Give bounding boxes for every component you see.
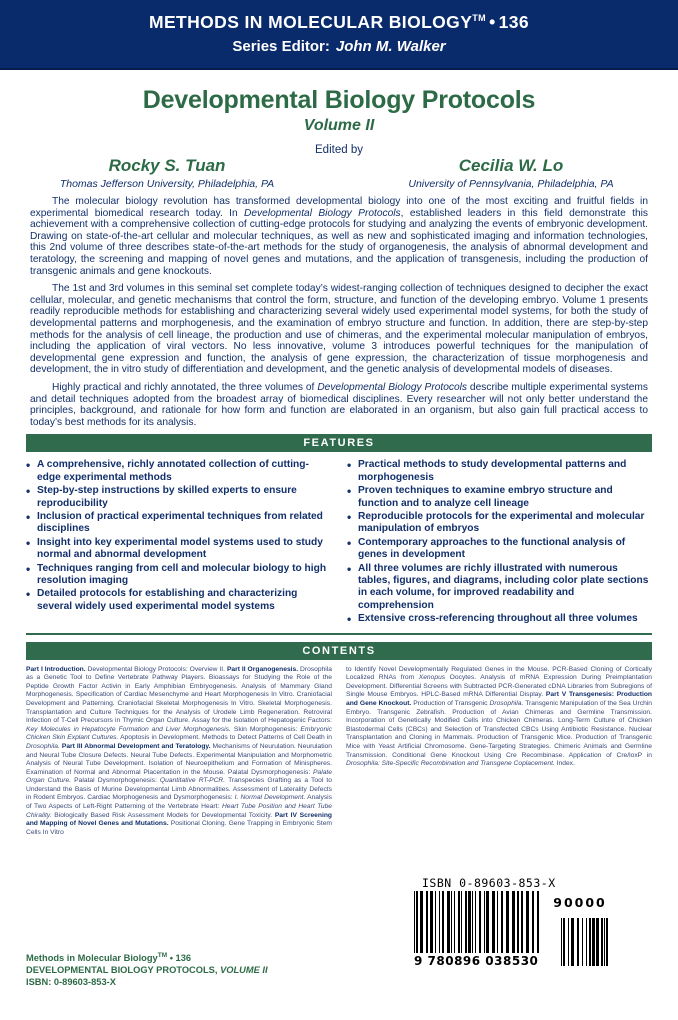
contents-italic-run: Drosophila.	[489, 699, 524, 707]
bullet-icon: •	[347, 535, 352, 550]
book-title: Developmental Biology Protocols	[142, 85, 536, 114]
contents-part-heading: Part I Introduction.	[26, 665, 86, 673]
feature-item	[26, 511, 331, 536]
imprint-book-volume: VOLUME II	[220, 965, 268, 975]
contents-text-run: Drosophila as a Genetic Tool to Define Vertebrate Pathway Players. Bioassays for Studying the Role of the Peptide Growth Factor Activin in Early Amphibian Embryogenesis. Analysis of Mammary Gland Morphogenesis. Specification of Cardiac Mesenchyme and Heart Morphogenesis In Vitro. Craniofacial Development and Patterning. Craniofacial Skeletal Morphogenesis In Vitro. Skeletal Morphogenesis. Transplantation and Culture Techniques for the Analysis of Urodele Limb Regeneration. Retroviral Infection of T-Cell Precursors in Thymic Organ Culture. Assay for the Isolation of Hepatogenic Factors:	[26, 665, 332, 725]
contents-text-run: Apoptosis in Development. Methods to Detect Patterns of Cell Death in	[118, 734, 333, 742]
contents-italic-run: Embryonic Chicken Skin Explant Cultures.	[26, 725, 333, 742]
feature-text: A comprehensive, richly annotated collection of cutting-edge experimental methods	[37, 459, 309, 483]
contents-text-run: to Identify Novel Developmentally Regulated Genes in the Mouse. PCR-Based Cloning of Cortically Localized RNAs from	[346, 665, 652, 682]
series-editor-name: John M. Walker	[335, 38, 446, 56]
bullet-icon: •	[26, 458, 31, 473]
contents-italic-run: Quantitative RT-PCR.	[159, 777, 226, 785]
editor-left	[22, 156, 312, 190]
feature-item	[347, 563, 652, 613]
feature-text: Reproducible protocols for the experimental and molecular manipulation of embryos	[358, 510, 645, 535]
bullet-icon: •	[347, 509, 352, 524]
description-blurb	[0, 190, 678, 428]
feature-text: Inclusion of practical experimental techniques from related disciplines	[37, 510, 323, 535]
contents-text-run: Developmental Biology Protocols: Overview II.	[85, 665, 227, 673]
blurb-p1-italic-title: Developmental Biology Protocols	[244, 207, 401, 219]
series-volume-number: 136	[498, 12, 529, 32]
imprint-line-2	[26, 964, 268, 976]
feature-item	[26, 563, 331, 588]
blurb-p1-part-a: The molecular biology revolution has transformed developmental biology into one of the most exciting and fruitful fields in experimental biomedical research today. In	[30, 196, 648, 219]
contents-part-heading: Part V Transgenesis: Production and Gene Knockout.	[346, 691, 653, 707]
features-column-right	[347, 459, 652, 626]
bullet-icon: •	[347, 612, 352, 627]
blurb-p3-part-a: Highly practical and richly annotated, the three volumes of	[52, 381, 318, 393]
series-editor-line	[0, 39, 678, 56]
contents-part-heading: Part IV Screening and Mapping of Novel Genes and Mutations.	[26, 811, 332, 828]
feature-item	[347, 485, 652, 510]
contents-italic-run: Xenopus	[418, 674, 446, 682]
features-band: FEATURES	[26, 434, 652, 452]
imprint-line-1	[26, 950, 268, 964]
features-section	[0, 452, 678, 632]
contents-text-run: Biologically Based Risk Assessment Models for Developmental Toxicity.	[51, 811, 275, 819]
bullet-icon: •	[347, 458, 352, 473]
contents-text-run: Skin Morphogenesis:	[230, 725, 301, 733]
feature-text: All three volumes are richly illustrated with numerous tables, figures, and diagrams, including color plate sections in each volume, for improved readability and comprehension	[358, 562, 649, 611]
feature-item	[347, 459, 652, 484]
contents-text-run: Mechanisms of Neurulation. Neurulation and Neural Tube Closure Defects. Neural Tube Defects. Experimental Manipulation and Morphometric Analysis of Neural Tube Development. Isolation of Neuroepithelium and Formation of Minispheres. Examination of Normal and Abnormal Placentation in the Mouse. Palatal Dysmorphogenesis:	[26, 742, 332, 776]
editors-row	[0, 144, 678, 190]
imprint-series: Methods in Molecular Biology	[26, 953, 158, 963]
contents-text-run: Index.	[554, 760, 575, 768]
feature-item	[26, 459, 331, 484]
series-header-band	[0, 0, 678, 70]
imprint-book-title: DEVELOPMENTAL BIOLOGY PROTOCOLS,	[26, 965, 221, 975]
feature-item	[26, 485, 331, 510]
feature-item	[347, 511, 652, 536]
series-title-line	[0, 13, 678, 32]
imprint-block	[26, 950, 268, 988]
isbn-barcode-label: ISBN 0-89603-853-X	[422, 876, 556, 890]
blurb-paragraph-1	[30, 196, 648, 277]
feature-text: Proven techniques to examine embryo structure and function and to analyze cell lineage	[358, 485, 613, 509]
bullet-icon: •	[347, 484, 352, 499]
bullet-icon: •	[347, 561, 352, 576]
blurb-paragraph-3	[30, 382, 648, 428]
features-bottom-rule	[26, 633, 652, 635]
contents-italic-run: Drosophila: Site-Specific Recombination and Transgene Coplacement.	[346, 760, 555, 768]
trademark-symbol: TM	[157, 951, 168, 959]
series-editor-label: Series Editor:	[232, 38, 330, 56]
contents-italic-run: Drosophila.	[26, 742, 60, 750]
ean13-digits: 9 780896 038530	[414, 954, 539, 968]
contents-text-run: Analysis of Two Aspects of Left-Right Patterning of the Vertebrate Heart:	[26, 794, 333, 811]
feature-text: Practical methods to study developmental patterns and morphogenesis	[358, 459, 627, 483]
feature-item	[347, 613, 652, 625]
contents-italic-run: Heart Tube Position and Heart Tube Chirality.	[26, 803, 333, 819]
contents-part-heading: Part III Abnormal Development and Teratology.	[59, 742, 211, 750]
contents-column-right	[346, 666, 652, 838]
imprint-line-3: ISBN: 0-89603-853-X	[26, 977, 116, 987]
footer	[0, 950, 678, 988]
bullet-icon: •	[26, 561, 31, 576]
contents-italic-run: I. Normal Development.	[234, 794, 306, 802]
contents-text-run: Positional Cloning. Gene Trapping in Embryonic Stem Cells In Vitro	[26, 820, 332, 836]
ean13-barcode	[414, 891, 541, 953]
contents-section	[0, 660, 678, 838]
bullet-icon: •	[26, 535, 31, 550]
editor-right-name: Cecilia W. Lo	[458, 156, 564, 175]
feature-item	[26, 588, 331, 613]
contents-left-text	[26, 666, 332, 838]
contents-band: CONTENTS	[26, 642, 652, 660]
feature-item	[26, 537, 331, 562]
contents-text-run: Palatal Dysmorphogenesis:	[71, 777, 160, 785]
blurb-p3-italic-title: Developmental Biology Protocols	[317, 381, 467, 393]
feature-text: Techniques ranging from cell and molecular biology to high resolution imaging	[37, 562, 327, 586]
blurb-paragraph-2: The 1st and 3rd volumes in this seminal set complete today’s widest-ranging collection of techniques designed to decipher the exact cellular, molecular, and genetic mechanisms that control the form, structure, and function of the developing embryo. Volume 1 presents readily reproducible methods for establishing and characterizing several widely used experimental model systems, for both the study of developmental patterns and morphogenesis, and the examination of embryo structure and function. In addition, there are step-by-step methods for the analysis of cell lineage, the production and use of chimeras, and the experimental molecular manipulation of embryos, including the application of viral vectors. No less innovative, volume 3 introduces powerful techniques for the manipulation of developmental gene expression and function, the analysis of gene expression, the characterization of tissue morphogenesis and development, the in vitro study of differentiation and development, and the genetic analysis of developmental models of diseases.	[30, 283, 648, 376]
barcode-addon-digits: 90000	[553, 895, 607, 910]
editor-right-affiliation: University of Pennsylvania, Philadelphia, PA	[408, 177, 614, 190]
contents-italic-run: Key Molecules in Hepatocyte Formation and Liver Morphogenesis.	[26, 725, 231, 733]
contents-text-run: Transpecies Grafting as a Tool to Understand the Basis of Murine Developmental Limb Abnormalities. Assessment of Laterality Defects in Rodent Embryos. Cardiac Morphogenesis and Dysmorphogenesis:	[26, 777, 332, 802]
feature-text: Step-by-step instructions by skilled experts to ensure reproducibility	[37, 485, 297, 509]
contents-part-heading: Part II Organogenesis.	[226, 665, 299, 673]
title-block	[0, 70, 678, 135]
contents-right-text	[346, 666, 652, 769]
blurb-p3-part-b: describe multiple experimental systems and detail techniques adopted from the broadest array of biomedical disciplines. Every researcher will not only better understand the principles, background, and rationale for how form and function are elaborated in an organism, but also gain full practical access to today’s best methods for its analysis.	[30, 381, 648, 428]
editor-right	[366, 156, 656, 190]
imprint-volume-number: • 136	[167, 953, 192, 963]
feature-text: Insight into key experimental model systems used to study normal and abnormal development	[37, 536, 323, 561]
editor-left-name: Rocky S. Tuan	[108, 156, 226, 175]
bullet-icon: •	[26, 484, 31, 499]
contents-text-run: Oocytes. Analysis of mRNA Expression During Preimplantation Development. Differential Screens with Subtracted PCR-Generated cDNA Libraries from Subregions of Single Mouse Embryos. HPLC-Based mRNA Differential Display.	[346, 674, 653, 699]
separator-bullet: •	[489, 12, 496, 32]
book-volume: Volume II	[303, 117, 375, 134]
feature-text: Extensive cross-referencing throughout all three volumes	[358, 613, 638, 625]
contents-text-run: Transgenic Manipulation of the Sea Urchin Embryo. Transgenic Zebrafish. Production of Avian Chimeras and Germline Transmission. Incorporation of Genetically Modified Cells into Chicken Chimeras. Long-Term Culture of Chicken Blastodermal Cells (CBCs) and Selection of Transfected CBCs Using Antibiotic Resistance. Nuclear Transplantation and Cloning in Mammals. Production of Transgenic Mice. Production of Transgenic Mice with Yeast Artificial Chromosome. Gene-Targeting Strategies. Chimeric Animals and Germline Transmission. Conditional Gene Knockout Using Cre Recombinase. Application of Cre/loxP in	[346, 699, 652, 759]
edited-by-label: Edited by	[315, 144, 363, 156]
bullet-icon: •	[26, 587, 31, 602]
contents-text-run: Production of Transgenic	[411, 699, 490, 707]
trademark-symbol: TM	[472, 13, 487, 24]
series-title: METHODS IN MOLECULAR BIOLOGY	[148, 12, 473, 32]
feature-item	[347, 537, 652, 562]
blurb-p1-part-b: , established leaders in this field demonstrate this achievement with a comprehensive collection of cutting-edge protocols for studying and analyzing the events of embryonic development. Drawing on state-of-the-art cellular and molecular techniques, as well as new and sophisticated imaging and information technologies, this 2nd volume of three describes state-of-the-art methods for the study of organogenesis, the analysis of abnormal development and teratology, the screening and mapping of novel genes and mutations, and the application of transgenesis, including the production of transgenic animals and gene knockouts.	[30, 207, 648, 277]
editor-left-affiliation: Thomas Jefferson University, Philadelphia, PA	[59, 177, 275, 190]
feature-text: Contemporary approaches to the functional analysis of genes in development	[358, 536, 626, 561]
contents-italic-run: Palate Organ Culture.	[26, 768, 332, 785]
features-column-left	[26, 459, 331, 626]
feature-text: Detailed protocols for establishing and characterizing several widely used experimental model systems	[37, 588, 298, 612]
bullet-icon: •	[26, 509, 31, 524]
contents-column-left	[26, 666, 332, 838]
